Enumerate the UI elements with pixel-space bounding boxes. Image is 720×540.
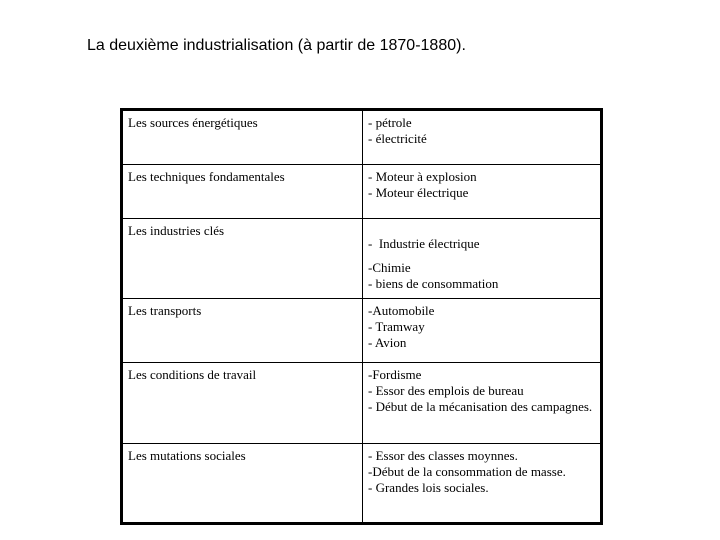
list-item: - Industrie électrique	[368, 236, 480, 251]
list-item: - Avion	[368, 335, 407, 350]
list-item: - biens de consommation	[368, 276, 499, 291]
row-content	[363, 363, 601, 444]
row-content	[363, 219, 601, 299]
row-label: Les mutations sociales	[123, 444, 363, 523]
list-item: - Moteur électrique	[368, 185, 469, 200]
row-label: Les industries clés	[123, 219, 363, 299]
industrialisation-table	[120, 108, 603, 525]
page-title: La deuxième industrialisation (à partir de 1870-1880).	[87, 37, 466, 54]
list-item: -Début de la consommation de masse.	[368, 464, 566, 479]
table-row	[123, 299, 601, 363]
list-item: - électricité	[368, 131, 427, 146]
list-item: -Fordisme	[368, 367, 422, 382]
list-item: - Essor des emplois de bureau	[368, 383, 524, 398]
list-item: - Essor des classes moynnes.	[368, 448, 518, 463]
table-row	[123, 363, 601, 444]
row-label: Les conditions de travail	[123, 363, 363, 444]
table-row	[123, 111, 601, 165]
list-item: -Chimie	[368, 260, 411, 275]
row-label: Les techniques fondamentales	[123, 165, 363, 219]
list-item: - Tramway	[368, 319, 425, 334]
row-content	[363, 111, 601, 165]
row-label: Les transports	[123, 299, 363, 363]
list-item: - pétrole	[368, 115, 412, 130]
table-row	[123, 165, 601, 219]
row-content	[363, 299, 601, 363]
table-row	[123, 444, 601, 523]
list-item: -Automobile	[368, 303, 435, 318]
table-row	[123, 219, 601, 299]
row-label: Les sources énergétiques	[123, 111, 363, 165]
row-content	[363, 165, 601, 219]
list-item: - Grandes lois sociales.	[368, 480, 489, 495]
list-item: - Début de la mécanisation des campagnes.	[368, 399, 593, 414]
list-item: - Moteur à explosion	[368, 169, 477, 184]
row-content	[363, 444, 601, 523]
